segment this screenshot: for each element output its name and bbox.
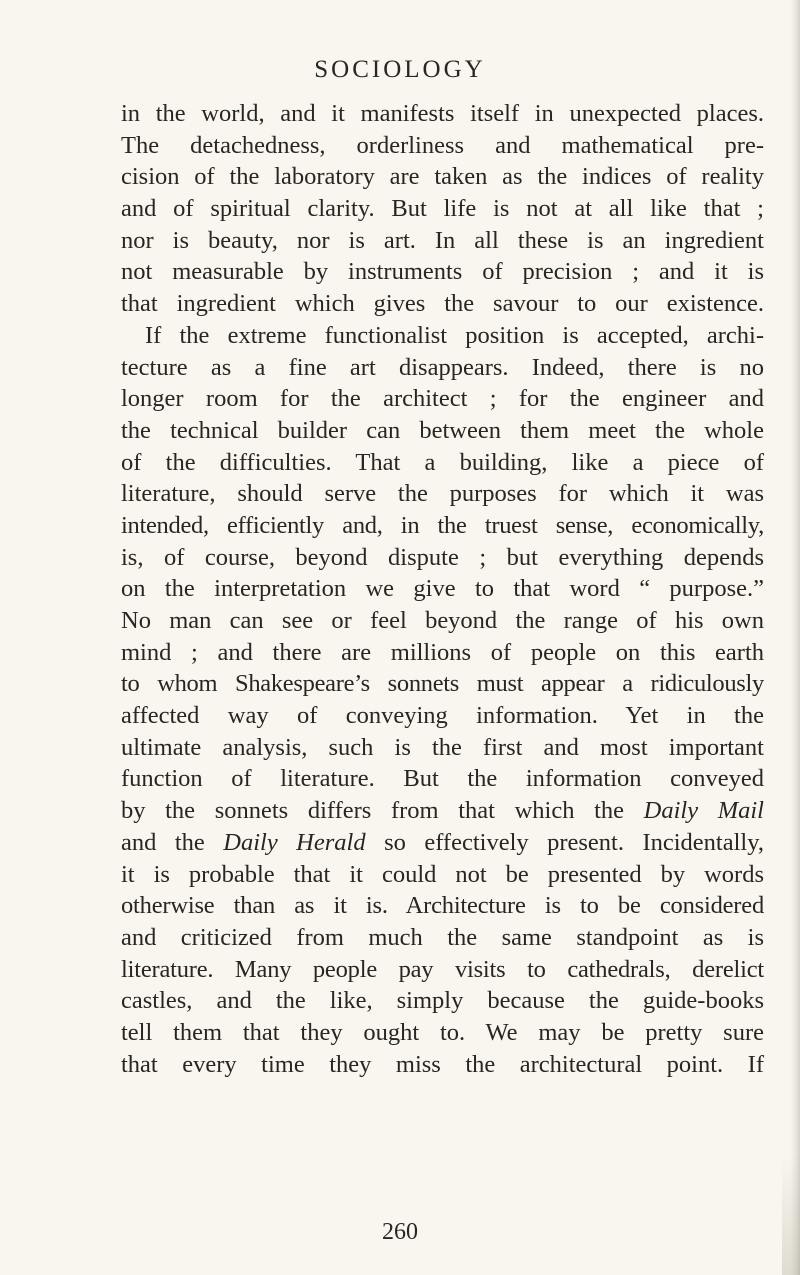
text-line: mind ; and there are millions of people on this earth xyxy=(121,638,764,666)
body-text xyxy=(121,98,764,1080)
page-corner-shadow xyxy=(782,1155,800,1275)
running-head: SOCIOLOGY xyxy=(314,56,486,83)
text-line: of the difficulties. That a building, like a piece of xyxy=(121,448,764,476)
text-fragment: and the xyxy=(121,828,224,856)
text-line: otherwise than as it is. Architecture is to be considered xyxy=(121,892,764,920)
text-line: to whom Shakespeare’s sonnets must appear a ridiculously xyxy=(121,670,764,698)
text-line: longer room for the architect ; for the engineer and xyxy=(121,385,764,413)
text-line: ultimate analysis, such is the first and most important xyxy=(121,733,764,761)
text-line-paragraph-start: If the extreme functionalist position is accepted, archi- xyxy=(145,321,764,349)
page-number: 260 xyxy=(382,1219,418,1245)
page-edge-shadow xyxy=(790,0,800,1275)
text-line: No man can see or feel beyond the range of his own xyxy=(121,607,764,634)
text-fragment: by the sonnets differs from that which the xyxy=(121,797,644,825)
text-line: and of spiritual clarity. But life is not at all like that ; xyxy=(121,195,764,223)
text-line-with-title xyxy=(121,827,764,859)
text-line: function of literature. But the information conveyed xyxy=(121,765,764,793)
newspaper-title-daily-herald: Daily Herald xyxy=(223,828,366,856)
text-line: literature, should serve the purposes for which it was xyxy=(121,480,764,508)
text-line: that ingredient which gives the savour to our existence. xyxy=(121,290,764,318)
text-line: tell them that they ought to. We may be pretty sure xyxy=(121,1018,764,1046)
text-line: affected way of conveying information. Yet in the xyxy=(121,702,764,730)
text-line: the technical builder can between them meet the whole xyxy=(121,416,764,444)
text-line: literature. Many people pay visits to cathedrals, derelict xyxy=(121,955,764,983)
text-line: not measurable by instruments of precision ; and it is xyxy=(121,258,764,286)
text-fragment: so effectively present. Incidentally, xyxy=(365,828,764,856)
text-line: and criticized from much the same standpoint as is xyxy=(121,923,764,951)
text-line: on the interpretation we give to that word “ purpose.” xyxy=(121,575,764,603)
newspaper-title-daily-mail: Daily Mail xyxy=(643,797,764,825)
text-line-with-title xyxy=(121,795,764,827)
text-line: nor is beauty, nor is art. In all these is an ingredient xyxy=(121,226,764,254)
text-line: that every time they miss the architectural point. If xyxy=(121,1050,764,1078)
text-line: tecture as a fine art disappears. Indeed, there is no xyxy=(121,353,764,381)
text-line: in the world, and it manifests itself in unexpected places. xyxy=(121,100,764,127)
text-line: is, of course, beyond dispute ; but everything depends xyxy=(121,543,764,571)
text-line: castles, and the like, simply because the guide-books xyxy=(121,987,764,1015)
text-line: cision of the laboratory are taken as the indices of reality xyxy=(121,163,764,191)
text-line: The detachedness, orderliness and mathematical pre- xyxy=(121,131,764,159)
text-line: intended, efficiently and, in the truest sense, economically, xyxy=(121,511,764,539)
text-line: it is probable that it could not be presented by words xyxy=(121,860,764,888)
